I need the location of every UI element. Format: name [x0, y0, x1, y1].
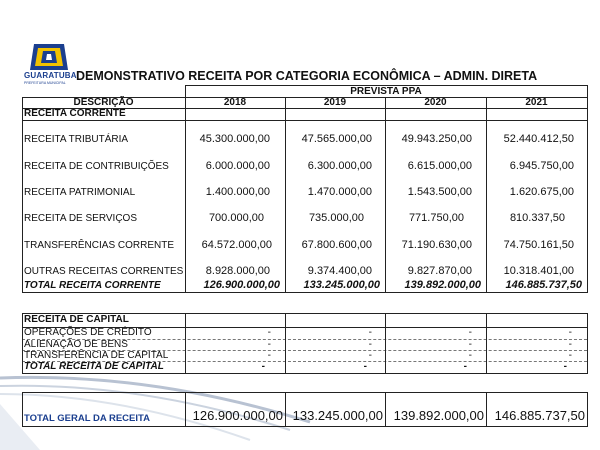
- row-value: 1.543.500,00: [407, 186, 472, 198]
- row-value: 810.337,50: [509, 212, 565, 224]
- row-label: OUTRAS RECEITAS CORRENTES: [24, 266, 184, 277]
- row-value: 6.945.750,00: [509, 160, 574, 172]
- total-row-value: -: [463, 361, 467, 372]
- row-value: 71.190.630,00: [401, 239, 472, 251]
- total-row-value: -: [261, 361, 265, 372]
- total-row-value: 139.892.000,00: [404, 279, 481, 291]
- total-row-label: TOTAL RECEITA CORRENTE: [24, 280, 161, 291]
- row-value: 6.615.000,00: [407, 160, 472, 172]
- row-value: 74.750.161,50: [503, 239, 574, 251]
- row-value: 47.565.000,00: [301, 133, 372, 145]
- header-prevista-ppa: PREVISTA PPA: [350, 86, 422, 97]
- row-value: -: [468, 339, 472, 350]
- row-label: RECEITA DE CONTRIBUIÇÕES: [24, 161, 169, 172]
- row-value: -: [368, 339, 372, 350]
- grand-total-value: 133.245.000,00: [292, 408, 383, 423]
- row-value: 9.827.870,00: [407, 265, 472, 277]
- header-year-2019: 2019: [323, 97, 347, 108]
- row-label: TRANSFERÊNCIA DE CAPITAL: [24, 350, 169, 361]
- grand-total-value: 139.892.000,00: [393, 408, 484, 423]
- row-value: -: [368, 327, 372, 338]
- row-value: 45.300.000,00: [199, 133, 270, 145]
- grand-total-value: 146.885.737,50: [494, 408, 585, 423]
- header-year-2021: 2021: [525, 97, 548, 108]
- row-value: 49.943.250,00: [401, 133, 472, 145]
- row-value: -: [568, 327, 572, 338]
- total-row-label: TOTAL RECEITA DE CAPITAL: [24, 361, 164, 372]
- row-value: 10.318.401,00: [503, 265, 574, 277]
- header-year-2020: 2020: [424, 97, 447, 108]
- row-value: -: [468, 350, 472, 361]
- row-value: 52.440.412,50: [503, 133, 574, 145]
- logo-subtitle: PREFEITURA MUNICIPAL: [24, 81, 66, 85]
- row-value: 1.400.000,00: [205, 186, 270, 198]
- row-label: RECEITA PATRIMONIAL: [24, 187, 136, 198]
- total-row-value: -: [363, 361, 367, 372]
- row-value: -: [267, 339, 271, 350]
- row-value: -: [267, 350, 271, 361]
- row-value: 1.470.000,00: [307, 186, 372, 198]
- row-value: 64.572.000,00: [201, 239, 272, 251]
- header-year-2018: 2018: [223, 97, 247, 108]
- header-descricao: DESCRIÇÃO: [73, 97, 134, 108]
- total-row-value: 146.885.737,50: [505, 279, 582, 291]
- page-title: DEMONSTRATIVO RECEITA POR CATEGORIA ECONÔMICA – ADMIN. DIRETA: [76, 69, 538, 83]
- row-label: ALIENAÇÃO DE BENS: [24, 339, 128, 350]
- total-row-value: 126.900.000,00: [203, 279, 280, 291]
- row-value: -: [267, 327, 271, 338]
- total-row-value: -: [563, 361, 567, 372]
- total-row-value: 133.245.000,00: [303, 279, 380, 291]
- section-title-capital: RECEITA DE CAPITAL: [24, 314, 129, 325]
- row-value: -: [368, 350, 372, 361]
- row-value: -: [468, 327, 472, 338]
- row-value: 67.800.600,00: [301, 239, 372, 251]
- row-value: 771.750,00: [408, 212, 464, 224]
- row-value: -: [568, 339, 572, 350]
- row-label: RECEITA DE SERVIÇOS: [24, 213, 137, 224]
- row-value: 700.000,00: [208, 212, 264, 224]
- row-value: -: [568, 350, 572, 361]
- grand-total-value: 126.900.000,00: [192, 408, 283, 423]
- row-value: 6.300.000,00: [307, 160, 372, 172]
- row-value: 6.000.000,00: [205, 160, 270, 172]
- row-value: 1.620.675,00: [509, 186, 574, 198]
- row-label: TRANSFERÊNCIAS CORRENTE: [24, 240, 175, 251]
- row-value: 735.000,00: [308, 212, 364, 224]
- section-title-corrente: RECEITA CORRENTE: [24, 108, 126, 119]
- logo-name: GUARATUBA: [24, 71, 77, 80]
- grand-total-label: TOTAL GERAL DA RECEITA: [24, 413, 150, 424]
- row-value: 9.374.400,00: [307, 265, 372, 277]
- row-label: OPERAÇÕES DE CRÉDITO: [24, 327, 152, 338]
- row-value: 8.928.000,00: [205, 265, 270, 277]
- row-label: RECEITA TRIBUTÁRIA: [24, 134, 129, 145]
